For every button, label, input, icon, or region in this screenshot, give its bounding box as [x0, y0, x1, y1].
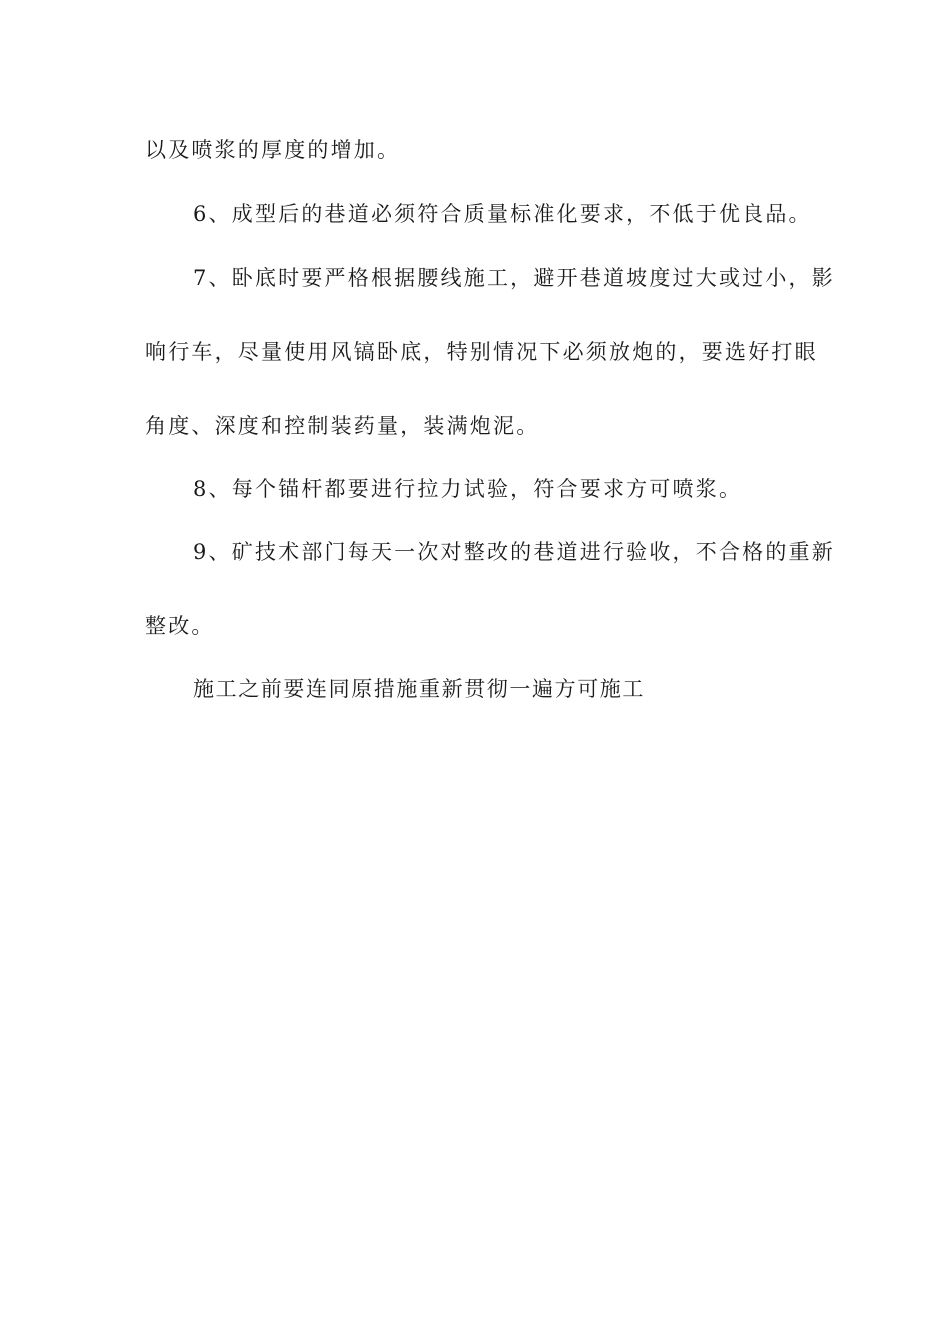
text-line-item-9-end: 整改。 [145, 614, 215, 638]
text-line-item-9: 9、矿技术部门每天一次对整改的巷道进行验收，不合格的重新 [193, 540, 835, 564]
text-line-item-7: 7、卧底时要严格根据腰线施工，避开巷道坡度过大或过小，影 [193, 266, 835, 290]
text-line-item-6: 6、成型后的巷道必须符合质量标准化要求，不低于优良品。 [193, 202, 812, 226]
text-line-item-7-continued: 响行车，尽量使用风镐卧底，特别情况下必须放炮的，要选好打眼 [145, 340, 818, 364]
text-line-item-7-end: 角度、深度和控制装药量，装满炮泥。 [145, 414, 540, 438]
text-line-item-8: 8、每个锚杆都要进行拉力试验，符合要求方可喷浆。 [193, 477, 743, 501]
text-line-continuation: 以及喷浆的厚度的增加。 [145, 138, 401, 162]
text-line-closing-note: 施工之前要连同原措施重新贯彻一遍方可施工 [193, 677, 645, 701]
